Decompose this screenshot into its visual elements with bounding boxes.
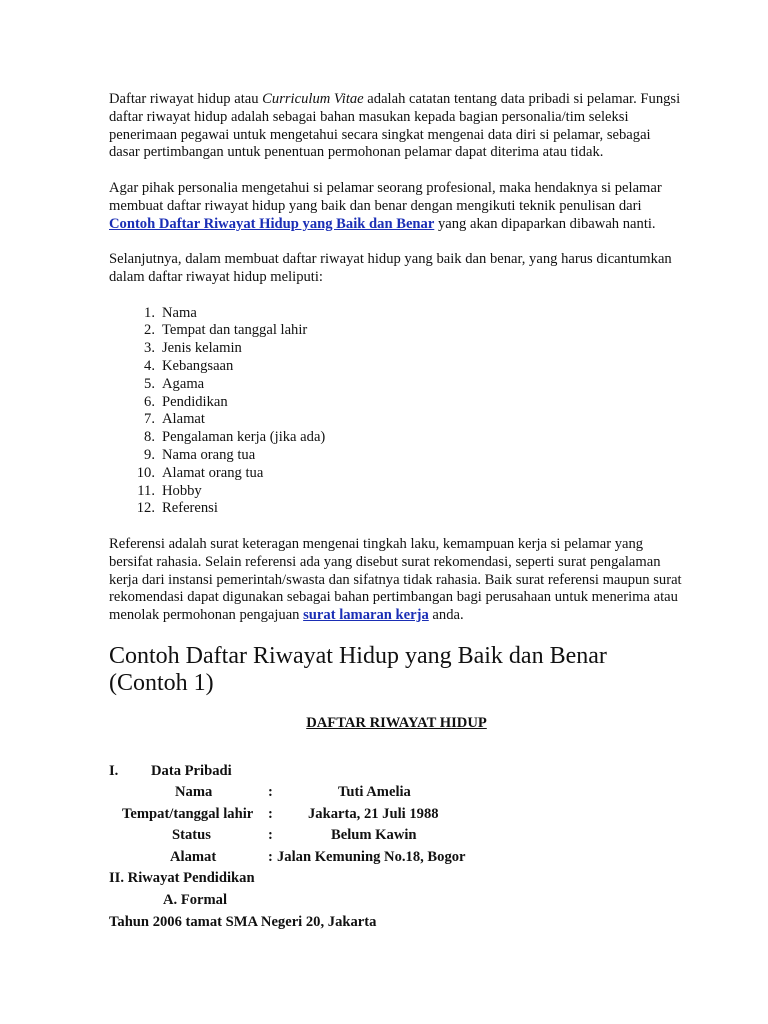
list-item: 4. Kebangsaan [144,357,234,374]
contoh-cv-link[interactable]: Contoh Daftar Riwayat Hidup yang Baik dan Benar [109,215,435,232]
surat-lamaran-link[interactable]: surat lamaran kerja [303,607,429,624]
list-item: 9. Nama orang tua [144,446,256,463]
list-item: 2. Tempat dan tanggal lahir [144,322,308,339]
field-row-status: Status : Belum Kawin [172,827,417,844]
list-item: 12. Referensi [136,500,218,517]
intro-paragraph-1 [109,91,684,162]
list-item: 7. Alamat [144,411,205,428]
list-item: 3. Jenis kelamin [144,340,242,357]
subsection-formal: A. Formal [163,892,228,909]
intro-paragraph-3: Selanjutnya, dalam membuat daftar riwayat hidup yang baik dan benar, yang harus dicantumkan dalam daftar riwayat hidup meliputi: [109,251,672,285]
list-item: 11. Hobby [137,482,202,499]
list-item: 10. Alamat orang tua [136,464,264,481]
intro-paragraph-2 [109,180,684,233]
intro-text: adalah catatan tentang data pribadi si pelamar. Fungsi daftar riwayat hidup adalah sebagai bahan masukan kepada bagian personalia/tim seleksi penerimaan pegawai untuk mengetahui secara singkat mengenai data diri si pelamar, sebagai dasar pertimbangan untuk penentuan permohonan pelamar dapat diterima atau tidak. [109,91,681,161]
field-row-nama: Nama : Tuti Amelia [175,784,411,801]
referensi-paragraph: Referensi adalah surat keteragan mengenai tingkah laku, kemampuan kerja si pelamar yang bersifat rahasia. Selain referensi ada yang disebut surat rekomendasi, seperti surat pengalaman kerja dari instansi pemerintah/swasta dan sifatnya tidak rahasia. Baik surat referensi maupun surat rekomendasi dapat digunakan sebagai bahan pertimbangan bagi perusahaan untuk menerima atau menolak permohonan pengajuan surat lamaran kerja anda. [109,535,682,624]
list-item: 5. Agama [144,375,205,392]
section2-heading: II. Riwayat Pendidikan [109,870,255,887]
list-item: 6. Pendidikan [144,393,228,410]
intro-text: Agar pihak personalia mengetahui si pelamar seorang profesional, maka hendaknya si pelamar membuat daftar riwayat hidup yang baik dan benar dengan mengikuti teknik penulisan dari [109,179,662,214]
italic-term: Curriculum Vitae [262,91,364,107]
section1-heading: I. Data Pribadi [109,762,232,779]
intro-text: yang akan dipaparkan dibawah nanti. [434,215,656,232]
requirements-list [109,305,684,519]
education-line: Tahun 2006 tamat SMA Negeri 20, Jakarta [109,913,377,930]
intro-text: Daftar riwayat hidup atau [109,91,263,107]
field-row-ttl: Tempat/tanggal lahir : Jakarta, 21 Juli 1988 [122,805,439,822]
section-heading: Contoh Daftar Riwayat Hidup yang Baik dan Benar (Contoh 1) [109,642,607,696]
document-page [109,91,684,933]
list-item: 8. Pengalaman kerja (jika ada) [144,429,326,446]
cv-title: DAFTAR RIWAYAT HIDUP [306,714,487,731]
list-item: 1. Nama [144,304,197,321]
field-row-alamat: Alamat : Jalan Kemuning No.18, Bogor [170,848,466,865]
